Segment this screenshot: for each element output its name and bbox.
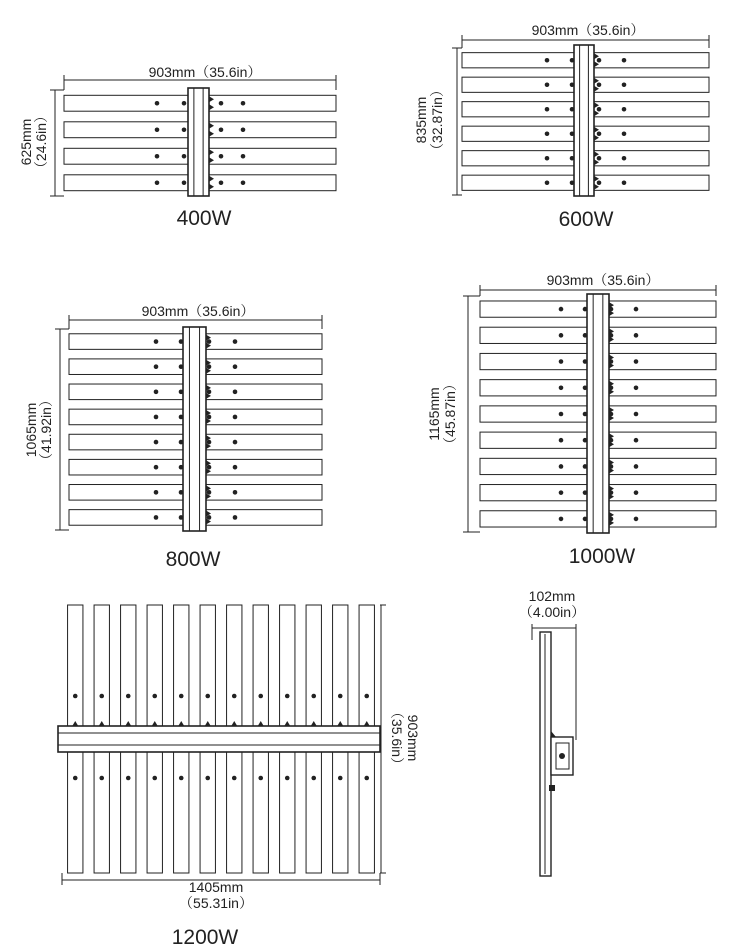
mount-dot (207, 364, 212, 369)
fixture-800w (23, 303, 322, 571)
mount-dot (545, 156, 550, 161)
width-label-1000w: 903mm（35.6in） (546, 272, 660, 288)
mount-dot (73, 776, 78, 781)
mount-dot (622, 131, 627, 136)
mount-dot (126, 694, 131, 699)
mount-dot (545, 107, 550, 112)
height-in-label-400w: （24.6in） (33, 108, 49, 176)
mount-dot (364, 694, 369, 699)
mount-dot (179, 694, 184, 699)
mount-dot (622, 82, 627, 87)
mount-dot (154, 490, 159, 495)
mount-dot (219, 180, 224, 185)
mount-dot (597, 58, 602, 63)
mount-dot (233, 515, 238, 520)
height-mm-label-800w: 1065mm (23, 402, 39, 458)
mount-dot (154, 339, 159, 344)
center-spine (574, 45, 594, 196)
mount-dot (155, 127, 160, 132)
mount-dot (154, 515, 159, 520)
mount-dot (207, 490, 212, 495)
mount-dot (241, 101, 246, 106)
width-label-400w: 903mm（35.6in） (148, 64, 262, 80)
mount-dot (126, 776, 131, 781)
mount-dot (634, 385, 639, 390)
driver-knob (559, 753, 565, 759)
mount-dot (311, 694, 316, 699)
width-in-label-1200w: （55.31in） (179, 895, 253, 911)
mount-dot (559, 517, 564, 522)
mount-dot (559, 307, 564, 312)
height-in-label-800w: （41.92in） (38, 393, 54, 467)
mount-dot (182, 154, 187, 159)
mount-dot (559, 464, 564, 469)
mount-dot (258, 776, 263, 781)
mount-dot (545, 58, 550, 63)
depth-mm-label: 102mm (528, 588, 576, 604)
mount-dot (597, 107, 602, 112)
width-mm-label-1200w: 1405mm (188, 879, 244, 895)
mount-dot (179, 776, 184, 781)
mount-dot (241, 127, 246, 132)
mount-dot (258, 694, 263, 699)
mount-dot (219, 127, 224, 132)
mount-dot (559, 438, 564, 443)
height-mm-label-1000w: 1165mm (426, 387, 442, 441)
mount-dot (205, 694, 210, 699)
mount-dot (597, 180, 602, 185)
mount-dot (559, 490, 564, 495)
center-spine (183, 327, 206, 531)
mount-dot (219, 101, 224, 106)
mount-dot (634, 438, 639, 443)
mount-dot (207, 465, 212, 470)
mount-dot (182, 101, 187, 106)
mount-dot (155, 154, 160, 159)
height-mm-label-400w: 625mm (18, 118, 34, 166)
mount-dot (559, 385, 564, 390)
mount-dot (99, 776, 104, 781)
center-spine (587, 294, 609, 533)
mount-dot (207, 339, 212, 344)
mount-dot (338, 776, 343, 781)
wattage-label-600w: 600W (558, 208, 614, 231)
mount-dot (233, 490, 238, 495)
mount-dot (155, 101, 160, 106)
depth-in-label: （4.00in） (518, 604, 586, 620)
mount-dot (182, 180, 187, 185)
mount-dot (219, 154, 224, 159)
mount-dot (233, 339, 238, 344)
mount-dot (597, 131, 602, 136)
mount-dot (233, 390, 238, 395)
mount-dot (559, 333, 564, 338)
mount-dot (241, 154, 246, 159)
fixture-600w (413, 22, 709, 231)
mount-dot (634, 359, 639, 364)
wattage-label-400w: 400W (176, 207, 232, 230)
mount-dot (634, 412, 639, 417)
mount-dot (597, 82, 602, 87)
mount-dot (155, 180, 160, 185)
wattage-label-1000w: 1000W (568, 545, 636, 568)
mount-dot (311, 776, 316, 781)
mount-dot (622, 107, 627, 112)
mount-dot (233, 440, 238, 445)
mount-dot (154, 440, 159, 445)
width-label-800w: 903mm（35.6in） (141, 303, 255, 319)
center-spine (188, 88, 209, 196)
mount-dot (205, 776, 210, 781)
mount-dot (233, 415, 238, 420)
mount-dot (545, 180, 550, 185)
mount-dot (207, 515, 212, 520)
mount-dot (634, 490, 639, 495)
mount-dot (597, 156, 602, 161)
mount-dot (545, 131, 550, 136)
mount-dot (285, 694, 290, 699)
mount-dot (622, 180, 627, 185)
side-clip (549, 785, 555, 791)
mount-dot (241, 180, 246, 185)
mount-dot (634, 333, 639, 338)
mount-dot (622, 58, 627, 63)
mount-dot (559, 412, 564, 417)
mount-dot (207, 390, 212, 395)
mount-dot (622, 156, 627, 161)
mount-dot (233, 465, 238, 470)
mount-dot (364, 776, 369, 781)
mount-dot (99, 694, 104, 699)
mount-dot (634, 307, 639, 312)
fixture-1000w (426, 272, 716, 568)
mount-dot (634, 464, 639, 469)
height-mm-label-600w: 835mm (413, 96, 429, 144)
height-in-label-1000w: （45.87in） (442, 377, 458, 451)
mount-dot (233, 364, 238, 369)
mount-dot (73, 694, 78, 699)
height-mm-label-1200w: 903mm (405, 714, 421, 762)
mount-dot (152, 776, 157, 781)
mount-dot (152, 694, 157, 699)
mount-dot (154, 465, 159, 470)
mount-dot (545, 82, 550, 87)
mount-dot (154, 390, 159, 395)
fixture-1200w (58, 605, 421, 949)
mount-dot (232, 694, 237, 699)
height-in-label-1200w: （35.6in） (389, 704, 405, 772)
mount-dot (634, 517, 639, 522)
center-spine (58, 726, 380, 752)
width-label-600w: 903mm（35.6in） (531, 22, 645, 38)
wattage-label-1200w: 1200W (171, 926, 239, 949)
mount-dot (285, 776, 290, 781)
wattage-label-800w: 800W (165, 548, 221, 571)
mount-dot (207, 440, 212, 445)
side-bracket (551, 731, 556, 737)
mount-dot (207, 415, 212, 420)
mount-dot (154, 415, 159, 420)
side-view (519, 588, 585, 876)
mount-dot (154, 364, 159, 369)
mount-dot (338, 694, 343, 699)
mount-dot (559, 359, 564, 364)
height-in-label-600w: （32.87in） (429, 83, 445, 157)
mount-dot (232, 776, 237, 781)
mount-dot (182, 127, 187, 132)
fixture-400w (18, 64, 336, 230)
